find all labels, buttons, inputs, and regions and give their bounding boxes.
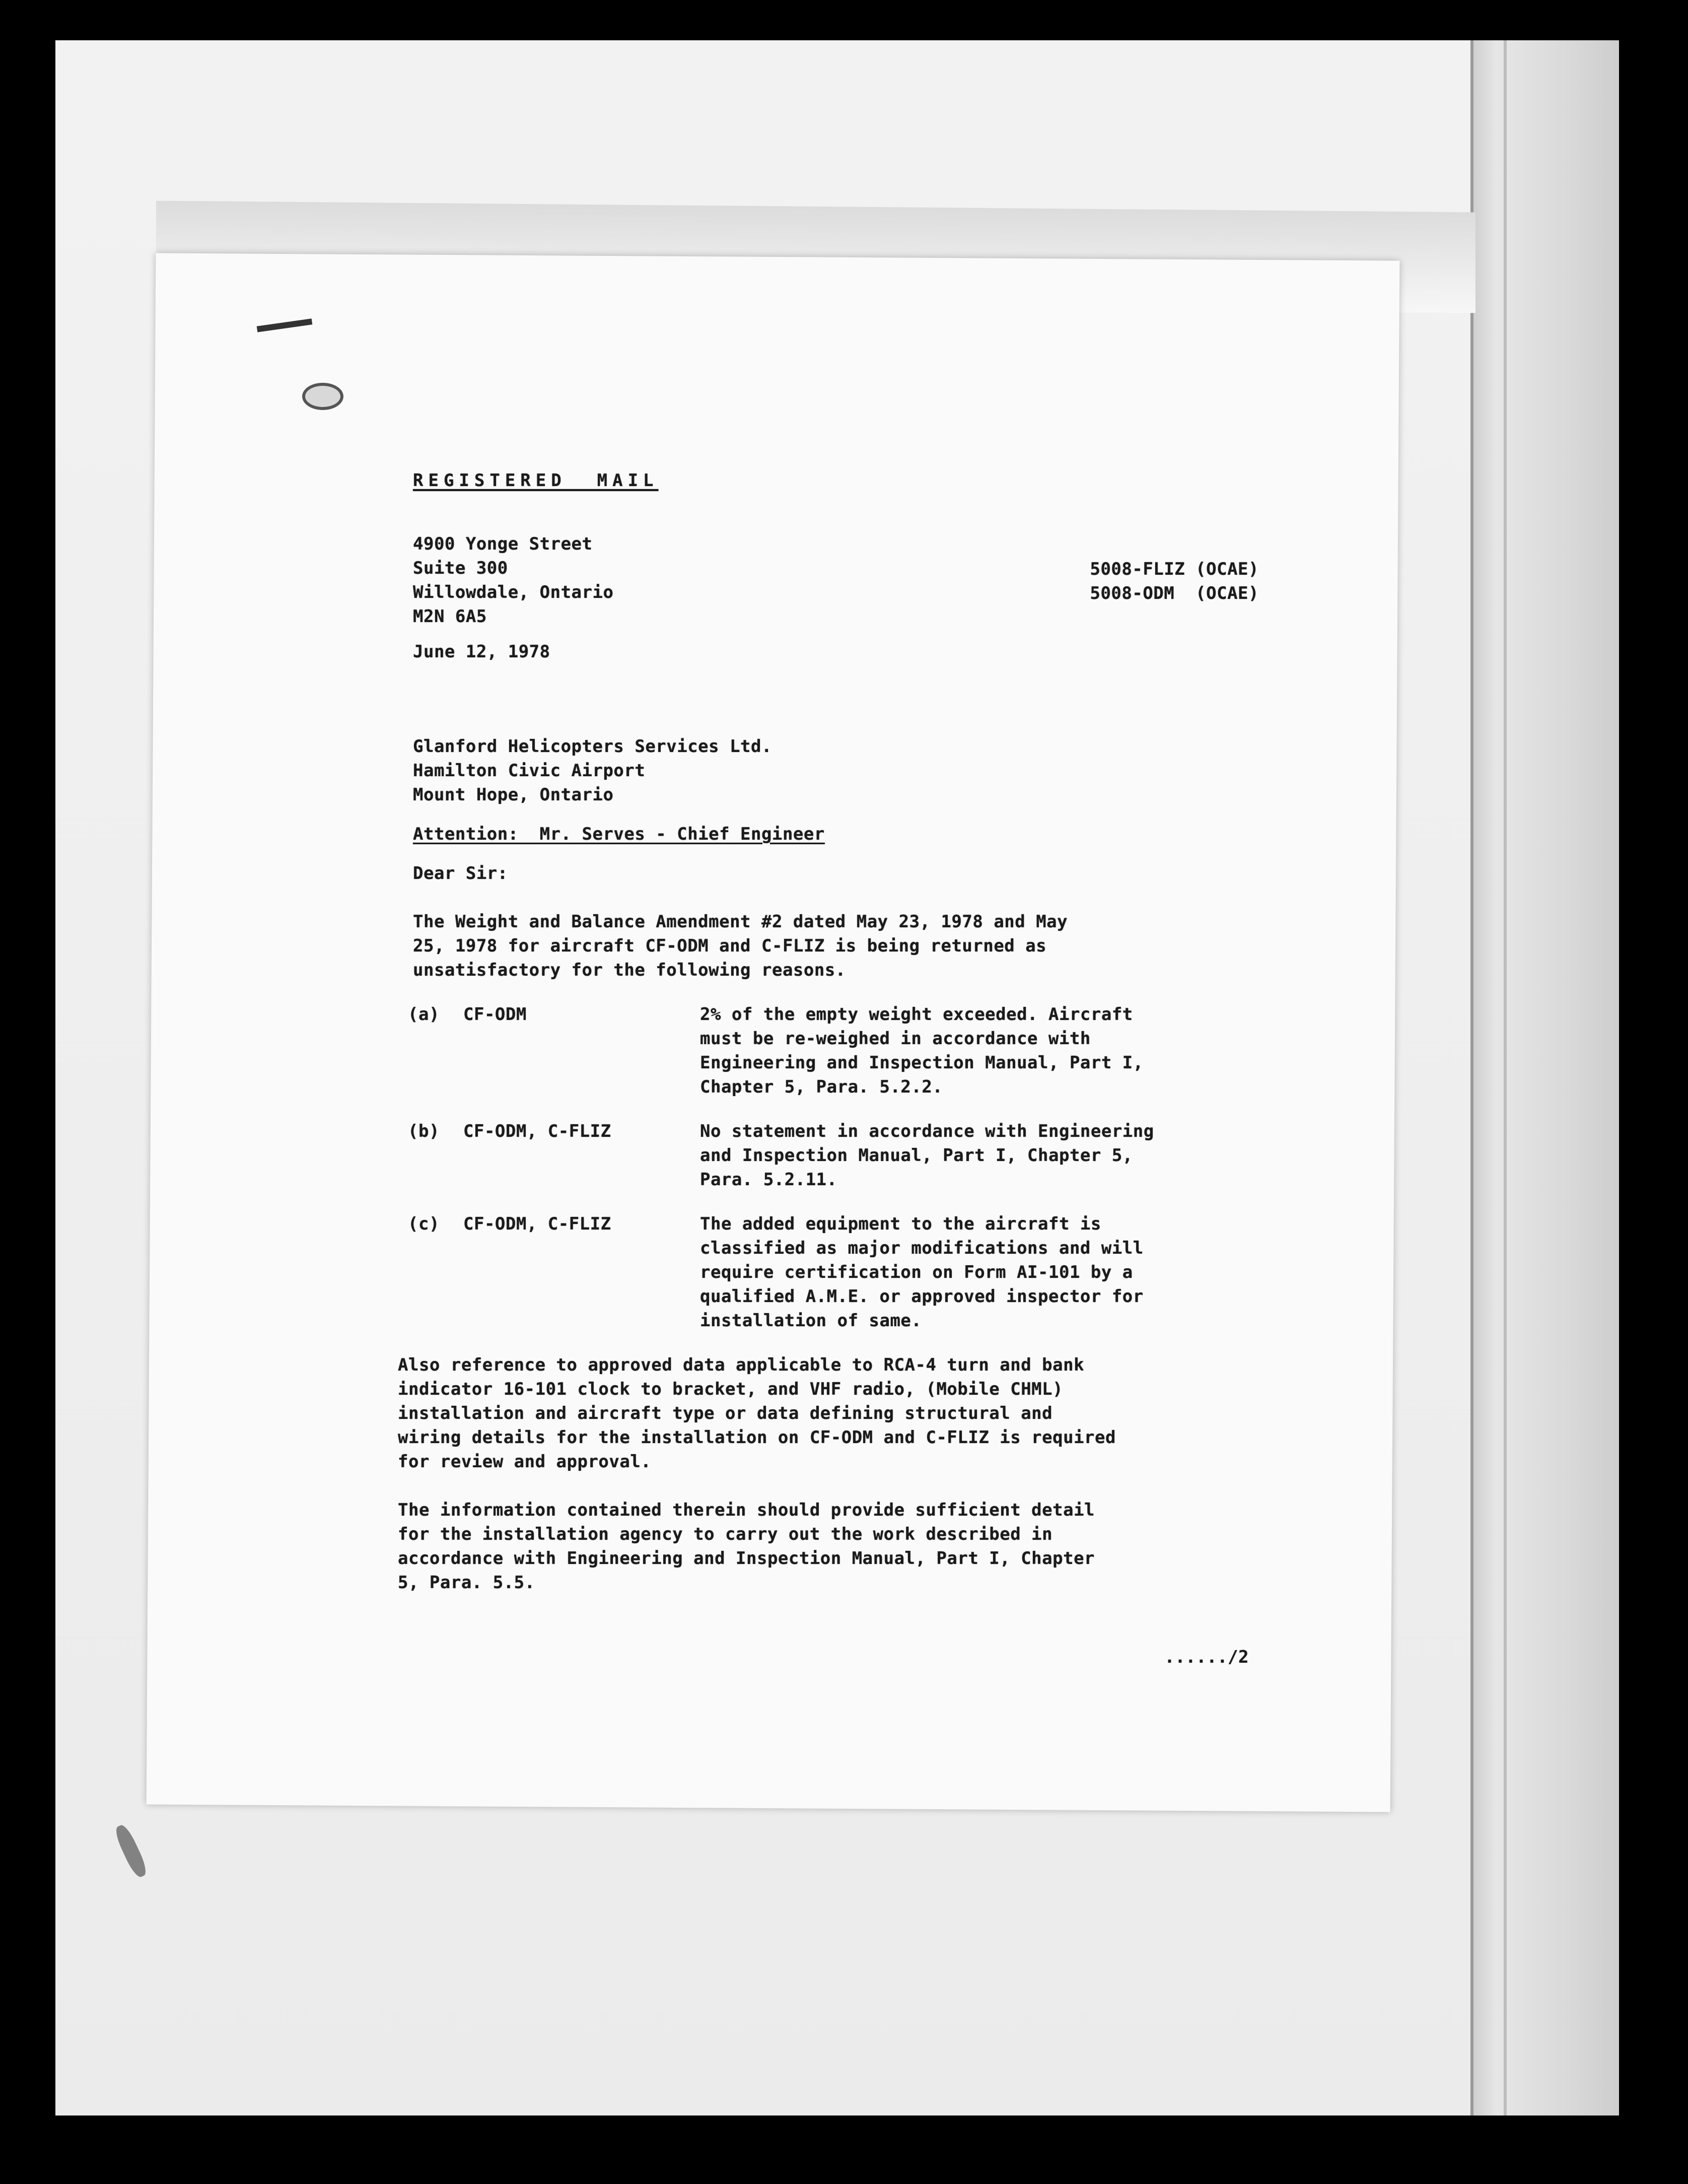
- punch-hole: [302, 383, 343, 410]
- item-description: The added equipment to the aircraft is classified as major modifications and will require certification on Form AI-101 by a qualified A.M.E. or approved inspector for installation of same.: [700, 1214, 1144, 1331]
- item-aircraft: CF-ODM: [463, 1004, 527, 1025]
- sender-address-line: 4900 Yonge Street: [413, 534, 593, 554]
- letter-body: [398, 468, 1259, 1669]
- sender-address-line: Suite 300: [413, 558, 508, 578]
- item-letter: (b): [408, 1121, 440, 1141]
- reasons-list: [408, 1002, 1259, 1333]
- item-aircraft: CF-ODM, C-FLIZ: [463, 1121, 611, 1141]
- recipient-address: [413, 734, 1259, 807]
- item-letter: (a): [408, 1004, 440, 1025]
- item-description: No statement in accordance with Engineering and Inspection Manual, Part I, Chapter 5, Para. 5.2.11.: [700, 1121, 1154, 1190]
- item-letter: (c): [408, 1214, 440, 1234]
- file-reference: 5008-FLIZ (OCAE): [1090, 559, 1259, 579]
- recipient-line: Hamilton Civic Airport: [413, 761, 646, 781]
- intro-paragraph: The Weight and Balance Amendment #2 dated May 23, 1978 and May 25, 1978 for aircraft CF-ODM and C-FLIZ is being returned as unsatisfactory for the following reasons.: [413, 912, 1068, 980]
- sender-address-line: M2N 6A5: [413, 606, 487, 627]
- address-row: [413, 532, 1259, 629]
- sender-address: [413, 532, 613, 629]
- list-item: [408, 1212, 1259, 1333]
- sender-address-line: Willowdale, Ontario: [413, 582, 614, 602]
- letter-date: June 12, 1978: [413, 642, 550, 662]
- list-item: [408, 1119, 1259, 1192]
- file-reference: 5008-ODM (OCAE): [1090, 583, 1259, 603]
- salutation: Dear Sir:: [413, 863, 508, 883]
- information-paragraph: The information contained therein should provide sufficient detail for the installation agency to carry out the work described in accordance with Engineering and Inspection Manual, Part I, Chapter 5, Para. 5.5.: [398, 1500, 1095, 1593]
- item-aircraft: CF-ODM, C-FLIZ: [463, 1214, 611, 1234]
- recipient-line: Glanford Helicopters Services Ltd.: [413, 736, 772, 757]
- item-description: 2% of the empty weight exceeded. Aircraft must be re-weighed in accordance with Engineering and Inspection Manual, Part I, Chapter 5, Para. 5.2.2.: [700, 1004, 1144, 1097]
- page-continuation-marker: ....../2: [1164, 1647, 1249, 1667]
- file-references: [1090, 557, 1259, 629]
- binder-edge: [1470, 40, 1619, 2115]
- attention-line: Attention: Mr. Serves - Chief Engineer: [413, 824, 825, 844]
- list-item: [408, 1002, 1259, 1099]
- recipient-line: Mount Hope, Ontario: [413, 785, 614, 805]
- approved-data-paragraph: Also reference to approved data applicable to RCA-4 turn and bank indicator 16-101 clock to bracket, and VHF radio, (Mobile CHML) installation and aircraft type or data defining structural and wiring details for the installation on CF-ODM and C-FLIZ is required for review and approval.: [398, 1355, 1116, 1472]
- letter-heading: REGISTERED MAIL: [413, 470, 659, 491]
